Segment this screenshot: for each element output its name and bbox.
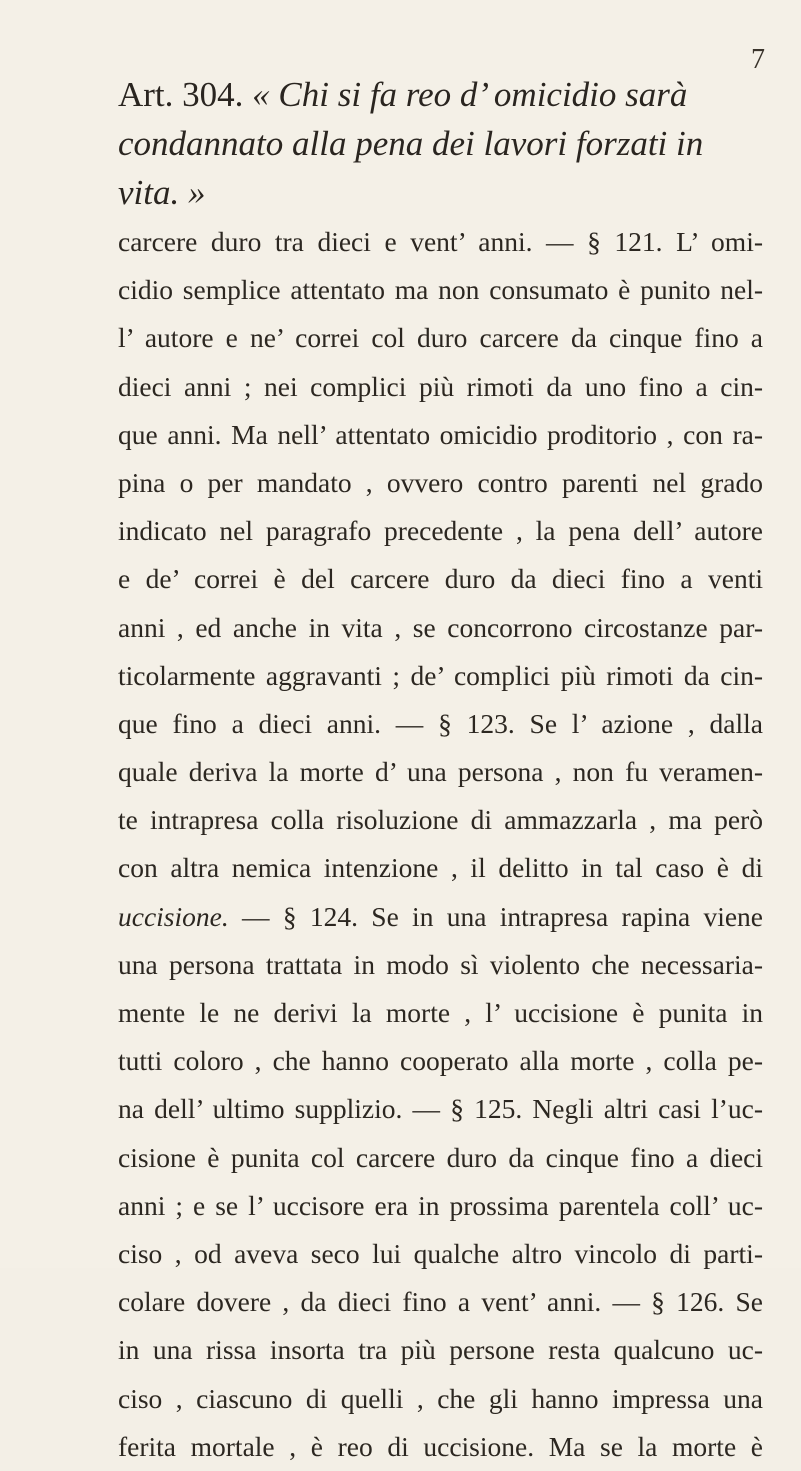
body-line: l’ autore e ne’ correi col duro carcere da cinque fino a [118,322,763,354]
body-line: ferita mortale , è reo di uccisione. Ma se la morte è [118,1430,763,1462]
body-line: tutti coloro , che hanno cooperato alla morte , colla pe- [118,1045,763,1077]
body-line: anni ; e se l’ uccisore era in prossima parentela coll’ uc- [118,1189,763,1221]
body-text [118,218,763,1471]
body-line: colare dovere , da dieci fino a vent’ anni. — § 126. Se [118,1286,763,1318]
body-line: indicato nel paragrafo precedente , la pena dell’ autore [118,515,763,547]
body-line: con altra nemica intenzione , il delitto in tal caso è di [118,852,763,884]
heading-line-1 [118,70,758,119]
body-line: que anni. Ma nell’ attentato omicidio proditorio , con ra- [118,418,763,450]
body-line: in una rissa insorta tra più persone resta qualcuno uc- [118,1334,763,1366]
body-line: carcere duro tra dieci e vent’ anni. — § 121. L’ omi- [118,226,763,257]
body-line: ciso , ciascuno di quelli , che gli hanno impressa una [118,1382,763,1414]
article-heading [118,70,758,217]
article-title-part-3: vita. » [118,173,206,212]
body-line: cisione è punita col carcere duro da cinque fino a dieci [118,1141,763,1173]
body-line: mente le ne derivi la morte , l’ uccisione è punita in [118,997,763,1028]
body-line: na dell’ ultimo supplizio. — § 125. Negli altri casi l’uc- [118,1093,763,1125]
body-line: anni , ed anche in vita , se concorrono circostanze par- [118,611,763,643]
body-line: dieci anni ; nei complici più rimoti da uno fino a cin- [118,370,763,402]
body-line: que fino a dieci anni. — § 123. Se l’ azione , dalla [118,707,763,739]
body-line: e de’ correi è del carcere duro da dieci fino a venti [118,563,763,595]
body-line: quale deriva la morte d’ una persona , non fu veramen- [118,756,763,788]
page-corner-mark: 7 [751,44,765,75]
article-title-part-1: « Chi si fa reo d’ omicidio sarà [252,75,688,114]
body-line: ticolarmente aggravanti ; de’ complici più rimoti da cin- [118,659,763,691]
article-number: Art. 304. [118,75,244,114]
body-line: uccisione. — § 124. Se in una intrapresa rapina viene [118,900,763,932]
body-line: cidio semplice attentato ma non consumato è punito nel- [118,274,763,306]
body-line: pina o per mandato , ovvero contro parenti nel grado [118,466,763,498]
body-line: te intrapresa colla risoluzione di ammazzarla , ma però [118,804,763,836]
body-line: ciso , od aveva seco lui qualche altro vincolo di parti- [118,1237,763,1269]
italic-term: uccisione. [118,900,229,932]
body-line: una persona trattata in modo sì violento che necessaria- [118,948,763,980]
article-title-part-2: condannato alla pena dei lavori forzati in [118,124,704,163]
